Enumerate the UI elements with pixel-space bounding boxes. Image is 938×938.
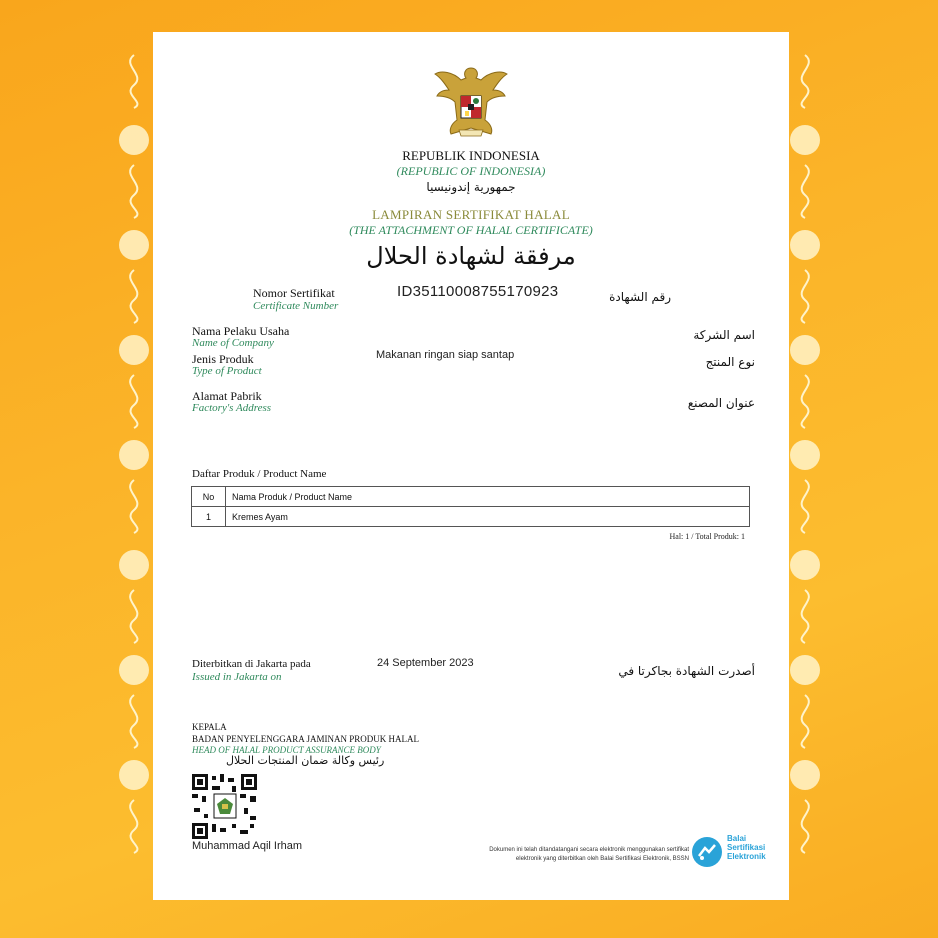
company-label: Nama Pelaku Usaha <box>192 324 290 338</box>
qr-code-icon <box>192 774 257 839</box>
signature-line-1: KEPALA <box>192 722 227 732</box>
bse-text-1: Balai <box>727 834 747 843</box>
disclaimer-line-1: Dokumen ini telah ditandatangani secara elektronik menggunakan sertifikat <box>489 847 689 853</box>
product-type-label: Jenis Produk <box>192 352 254 366</box>
issued-label-ar: أصدرت الشهادة بجاكرتا في <box>618 664 755 678</box>
bse-logo-icon <box>691 836 723 868</box>
col-name-header: Nama Produk / Product Name <box>226 487 750 507</box>
product-type-label-en: Type of Product <box>192 365 262 377</box>
right-ornament-border <box>783 30 827 910</box>
issued-date: 24 September 2023 <box>377 657 474 669</box>
signature-line-2: BADAN PENYELENGGARA JAMINAN PRODUK HALAL <box>192 734 419 744</box>
cert-number-label: Nomor Sertifikat <box>253 286 335 300</box>
row-no: 1 <box>192 507 226 527</box>
product-list-heading: Daftar Produk / Product Name <box>192 468 327 480</box>
address-label-ar: عنوان المصنع <box>687 396 755 410</box>
pagination-text: Hal: 1 / Total Produk: 1 <box>669 532 745 541</box>
table-row <box>192 507 750 527</box>
signature-line-ar: رئيس وكالة ضمان المنتجات الحلال <box>226 754 385 767</box>
republic-title-ar: جمهورية إندونيسيا <box>426 180 516 194</box>
cert-number-value: ID35110008755170923 <box>397 283 559 300</box>
issued-label: Diterbitkan di Jakarta pada <box>192 658 311 670</box>
address-label: Alamat Pabrik <box>192 389 262 403</box>
left-ornament-border <box>112 30 156 910</box>
table-header-row <box>192 487 750 507</box>
certificate-sheet <box>153 32 789 900</box>
company-label-ar: اسم الشركة <box>693 328 755 342</box>
bse-text-3: Elektronik <box>727 852 766 861</box>
cert-number-label-ar: رقم الشهادة <box>609 290 671 304</box>
issued-label-en: Issued in Jakarta on <box>192 671 282 683</box>
republic-title-en: (REPUBLIC OF INDONESIA) <box>396 164 546 178</box>
address-label-en: Factory's Address <box>192 402 272 414</box>
garuda-emblem-icon <box>431 60 511 140</box>
document-title: LAMPIRAN SERTIFIKAT HALAL <box>372 207 570 222</box>
product-type-value: Makanan ringan siap santap <box>376 349 515 361</box>
row-name: Kremes Ayam <box>226 507 750 527</box>
product-type-label-ar: نوع المنتج <box>705 355 755 369</box>
company-label-en: Name of Company <box>192 337 274 349</box>
signatory-name: Muhammad Aqil Irham <box>192 840 303 852</box>
disclaimer-line-2: elektronik yang diterbitkan oleh Balai Sertifikasi Elektronik, BSSN <box>515 856 689 862</box>
cert-number-label-en: Certificate Number <box>253 300 339 312</box>
product-table <box>191 486 750 527</box>
bse-text-2: Sertifikasi <box>727 843 766 852</box>
document-title-en: (THE ATTACHMENT OF HALAL CERTIFICATE) <box>349 223 593 237</box>
republic-title: REPUBLIK INDONESIA <box>402 148 540 163</box>
col-no-header: No <box>192 487 226 507</box>
document-title-ar: مرفقة لشهادة الحلال <box>366 242 576 270</box>
signature-line-en: HEAD OF HALAL PRODUCT ASSURANCE BODY <box>192 745 381 755</box>
